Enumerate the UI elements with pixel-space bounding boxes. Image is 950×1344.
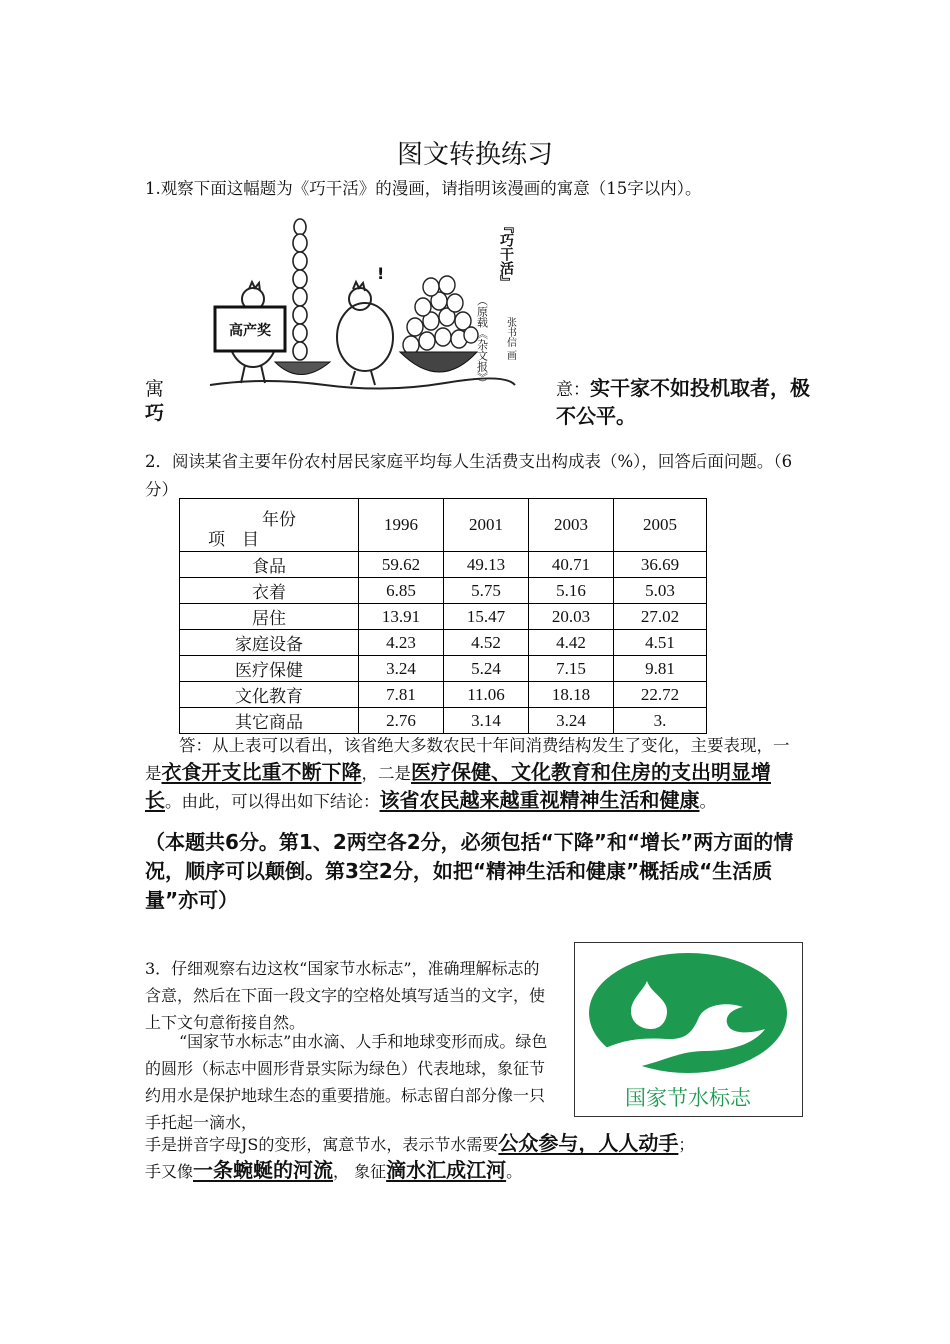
row-item: 家庭设备: [180, 630, 359, 656]
cell: 22.72: [614, 682, 707, 708]
label-yu: 寓: [145, 378, 165, 400]
cell: 15.47: [444, 604, 529, 630]
q1-answer: 实干家不如投机取者，极不公平。: [556, 376, 810, 428]
answer-blank-2: 医疗保健、文化教育和住房的支出明显增长: [145, 760, 771, 812]
cell: 5.16: [529, 578, 614, 604]
cell: 59.62: [359, 552, 444, 578]
year-header: 2001: [444, 499, 529, 552]
egg-heap: [403, 276, 478, 354]
cell: 3.14: [444, 708, 529, 734]
water-saving-logo: [574, 942, 803, 1117]
cell: 4.51: [614, 630, 707, 656]
expenditure-table: [179, 498, 707, 734]
cartoon-author: 张书信 画: [504, 317, 516, 361]
table-row: [180, 682, 707, 708]
corner-year-label: 年份: [262, 510, 296, 529]
q1-question: 1.观察下面这幅题为《巧干活》的漫画，请指明该漫画的寓意（15字以内）。: [145, 179, 702, 198]
q3-blank-1: 公众参与，人人动手: [498, 1131, 679, 1155]
cell: 4.52: [444, 630, 529, 656]
cell: 49.13: [444, 552, 529, 578]
cell: 7.15: [529, 656, 614, 682]
basket-right: [400, 352, 477, 372]
q3-blank-2: 一条蜿蜒的河流: [193, 1158, 334, 1182]
answer-blank-1: 衣食开支比重不断下降: [161, 760, 362, 784]
cell: 27.02: [614, 604, 707, 630]
hen-middle: [337, 282, 393, 385]
cell: 3.24: [359, 656, 444, 682]
corner-item-label: 项 目: [208, 530, 259, 549]
q3-answer-line-2: 手又像一条蜿蜒的河流， 象征滴水汇成江河。: [145, 1158, 523, 1182]
table-row: [180, 578, 707, 604]
cartoon-source: （原载《杂文报》）: [475, 295, 489, 389]
row-item: 医疗保健: [180, 656, 359, 682]
cell: 5.03: [614, 578, 707, 604]
q3-blank-3: 滴水汇成江河: [386, 1158, 507, 1182]
q2-answer-paragraph: 答：从上表可以看出，该省绝大多数农民十年间消费结构发生了变化，主要表现，一是衣食开支比重不断下降，二是医疗保健、文化教育和住房的支出明显增长。由此，可以得出如下结论：该省农民越来越重视精神生活和健康。: [145, 736, 790, 812]
q3-question: 3．仔细观察右边这枚“国家节水标志”，准确理解标志的含意，然后在下面一段文字的空格处填写适当的文字，使上下文句意衔接自然。: [145, 959, 546, 1032]
q2-question: 2．阅读某省主要年份农村居民家庭平均每人生活费支出构成表（%），回答后面问题。（6分）: [145, 452, 793, 499]
cartoon-caption: [470, 207, 530, 393]
basket-left: [275, 362, 330, 375]
cell: 9.81: [614, 656, 707, 682]
table-row: [180, 552, 707, 578]
cell: 2.76: [359, 708, 444, 734]
cell: 40.71: [529, 552, 614, 578]
row-item: 居住: [180, 604, 359, 630]
q2-scoring-note: （本题共6分。第1、2两空各2分，必须包括“下降”和“增长”两方面的情况，顺序可以颠倒。第3空2分，如把“精神生活和健康”概括成“生活质量”亦可）: [145, 830, 794, 912]
cell: 5.24: [444, 656, 529, 682]
cell: 4.42: [529, 630, 614, 656]
cell: 36.69: [614, 552, 707, 578]
svg-text:!: !: [377, 264, 385, 283]
label-yi: 意：: [556, 380, 590, 400]
cell: 20.03: [529, 604, 614, 630]
logo-graphic: [575, 943, 802, 1116]
row-item: 其它商品: [180, 708, 359, 734]
cell: 3.: [614, 708, 707, 734]
label-qiao: 巧: [145, 402, 165, 424]
table-corner-cell: [180, 499, 359, 552]
year-header: 1996: [359, 499, 444, 552]
sign-text: 高产奖: [229, 323, 271, 339]
table-row: [180, 604, 707, 630]
row-item: 文化教育: [180, 682, 359, 708]
logo-caption: 国家节水标志: [625, 1086, 751, 1110]
cell: 3.24: [529, 708, 614, 734]
cell: 13.91: [359, 604, 444, 630]
cell: 7.81: [359, 682, 444, 708]
q1-answer-line: [556, 375, 816, 431]
cell: 18.18: [529, 682, 614, 708]
cell: 6.85: [359, 578, 444, 604]
answer-intro: 答：从上表可以看出，该省绝大多数农民十年间消费结构发生了变化，主要表现，一是: [145, 736, 790, 783]
page-title: 图文转换练习: [396, 140, 553, 170]
table-row: [180, 656, 707, 682]
table-header-row: [180, 499, 707, 552]
cartoon-title: 『巧干活』: [498, 219, 514, 289]
answer-blank-3: 该省农民越来越重视精神生活和健康: [379, 788, 700, 812]
row-item: 食品: [180, 552, 359, 578]
cell: 4.23: [359, 630, 444, 656]
cell: 11.06: [444, 682, 529, 708]
egg-stack: [293, 219, 307, 360]
q3-answer-line-1: 手是拼音字母JS的变形，寓意节水，表示节水需要公众参与，人人动手；: [145, 1131, 695, 1155]
table-row: [180, 708, 707, 734]
cell: 5.75: [444, 578, 529, 604]
table-row: [180, 630, 707, 656]
year-header: 2005: [614, 499, 707, 552]
q3-paragraph: “国家节水标志”由水滴、人手和地球变形而成。绿色的圆形（标志中圆形背景实际为绿色）代表地球，象征节约用水是保护地球生态的重要措施。标志留白部分像一只手托起一滴水，: [145, 1032, 548, 1132]
year-header: 2003: [529, 499, 614, 552]
row-item: 衣着: [180, 578, 359, 604]
